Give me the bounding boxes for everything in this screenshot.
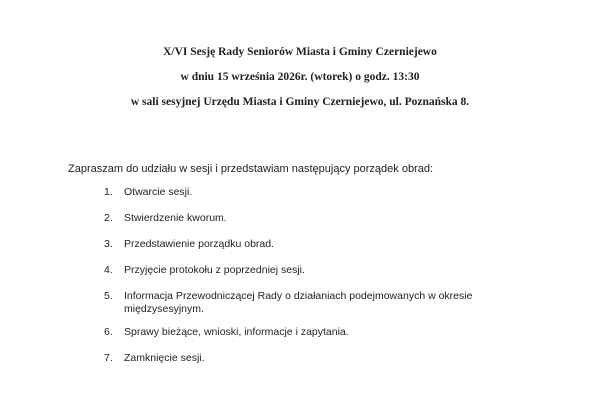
- session-title: X/VI Sesję Rady Seniorów Miasta i Gminy Czerniejewo: [163, 46, 437, 58]
- agenda-item-number: 5.: [104, 290, 113, 302]
- agenda-item-text: Otwarcie sesji.: [124, 186, 193, 198]
- agenda-item-number: 7.: [104, 352, 113, 364]
- agenda-item-text: Sprawy bieżące, wnioski, informacje i zapytania.: [124, 326, 349, 338]
- agenda-item-text: Przedstawienie porządku obrad.: [124, 238, 275, 250]
- agenda-item-text: Stwierdzenie kworum.: [124, 212, 227, 224]
- session-date: w dniu 15 września 2026r. (wtorek) o godz. 13:30: [180, 71, 420, 83]
- agenda-item-number: 3.: [104, 238, 113, 250]
- agenda-item-text: Informacja Przewodniczącej Rady o działaniach podejmowanych w okresie międzysesyjnym.: [124, 290, 473, 315]
- agenda-item-text: Przyjęcie protokołu z poprzedniej sesji.: [124, 264, 305, 276]
- agenda-item-number: 1.: [104, 186, 113, 198]
- agenda-item-number: 6.: [104, 326, 113, 338]
- intro-text: Zapraszam do udziału w sesji i przedstawiam następujący porządek obrad:: [68, 163, 434, 175]
- session-location: w sali sesyjnej Urzędu Miasta i Gminy Czerniejewo, ul. Poznańska 8.: [130, 96, 470, 108]
- agenda-item-number: 4.: [104, 264, 113, 276]
- agenda-item-number: 2.: [104, 212, 113, 224]
- session-header: [0, 40, 600, 115]
- agenda-item-text: Zamknięcie sesji.: [124, 352, 205, 364]
